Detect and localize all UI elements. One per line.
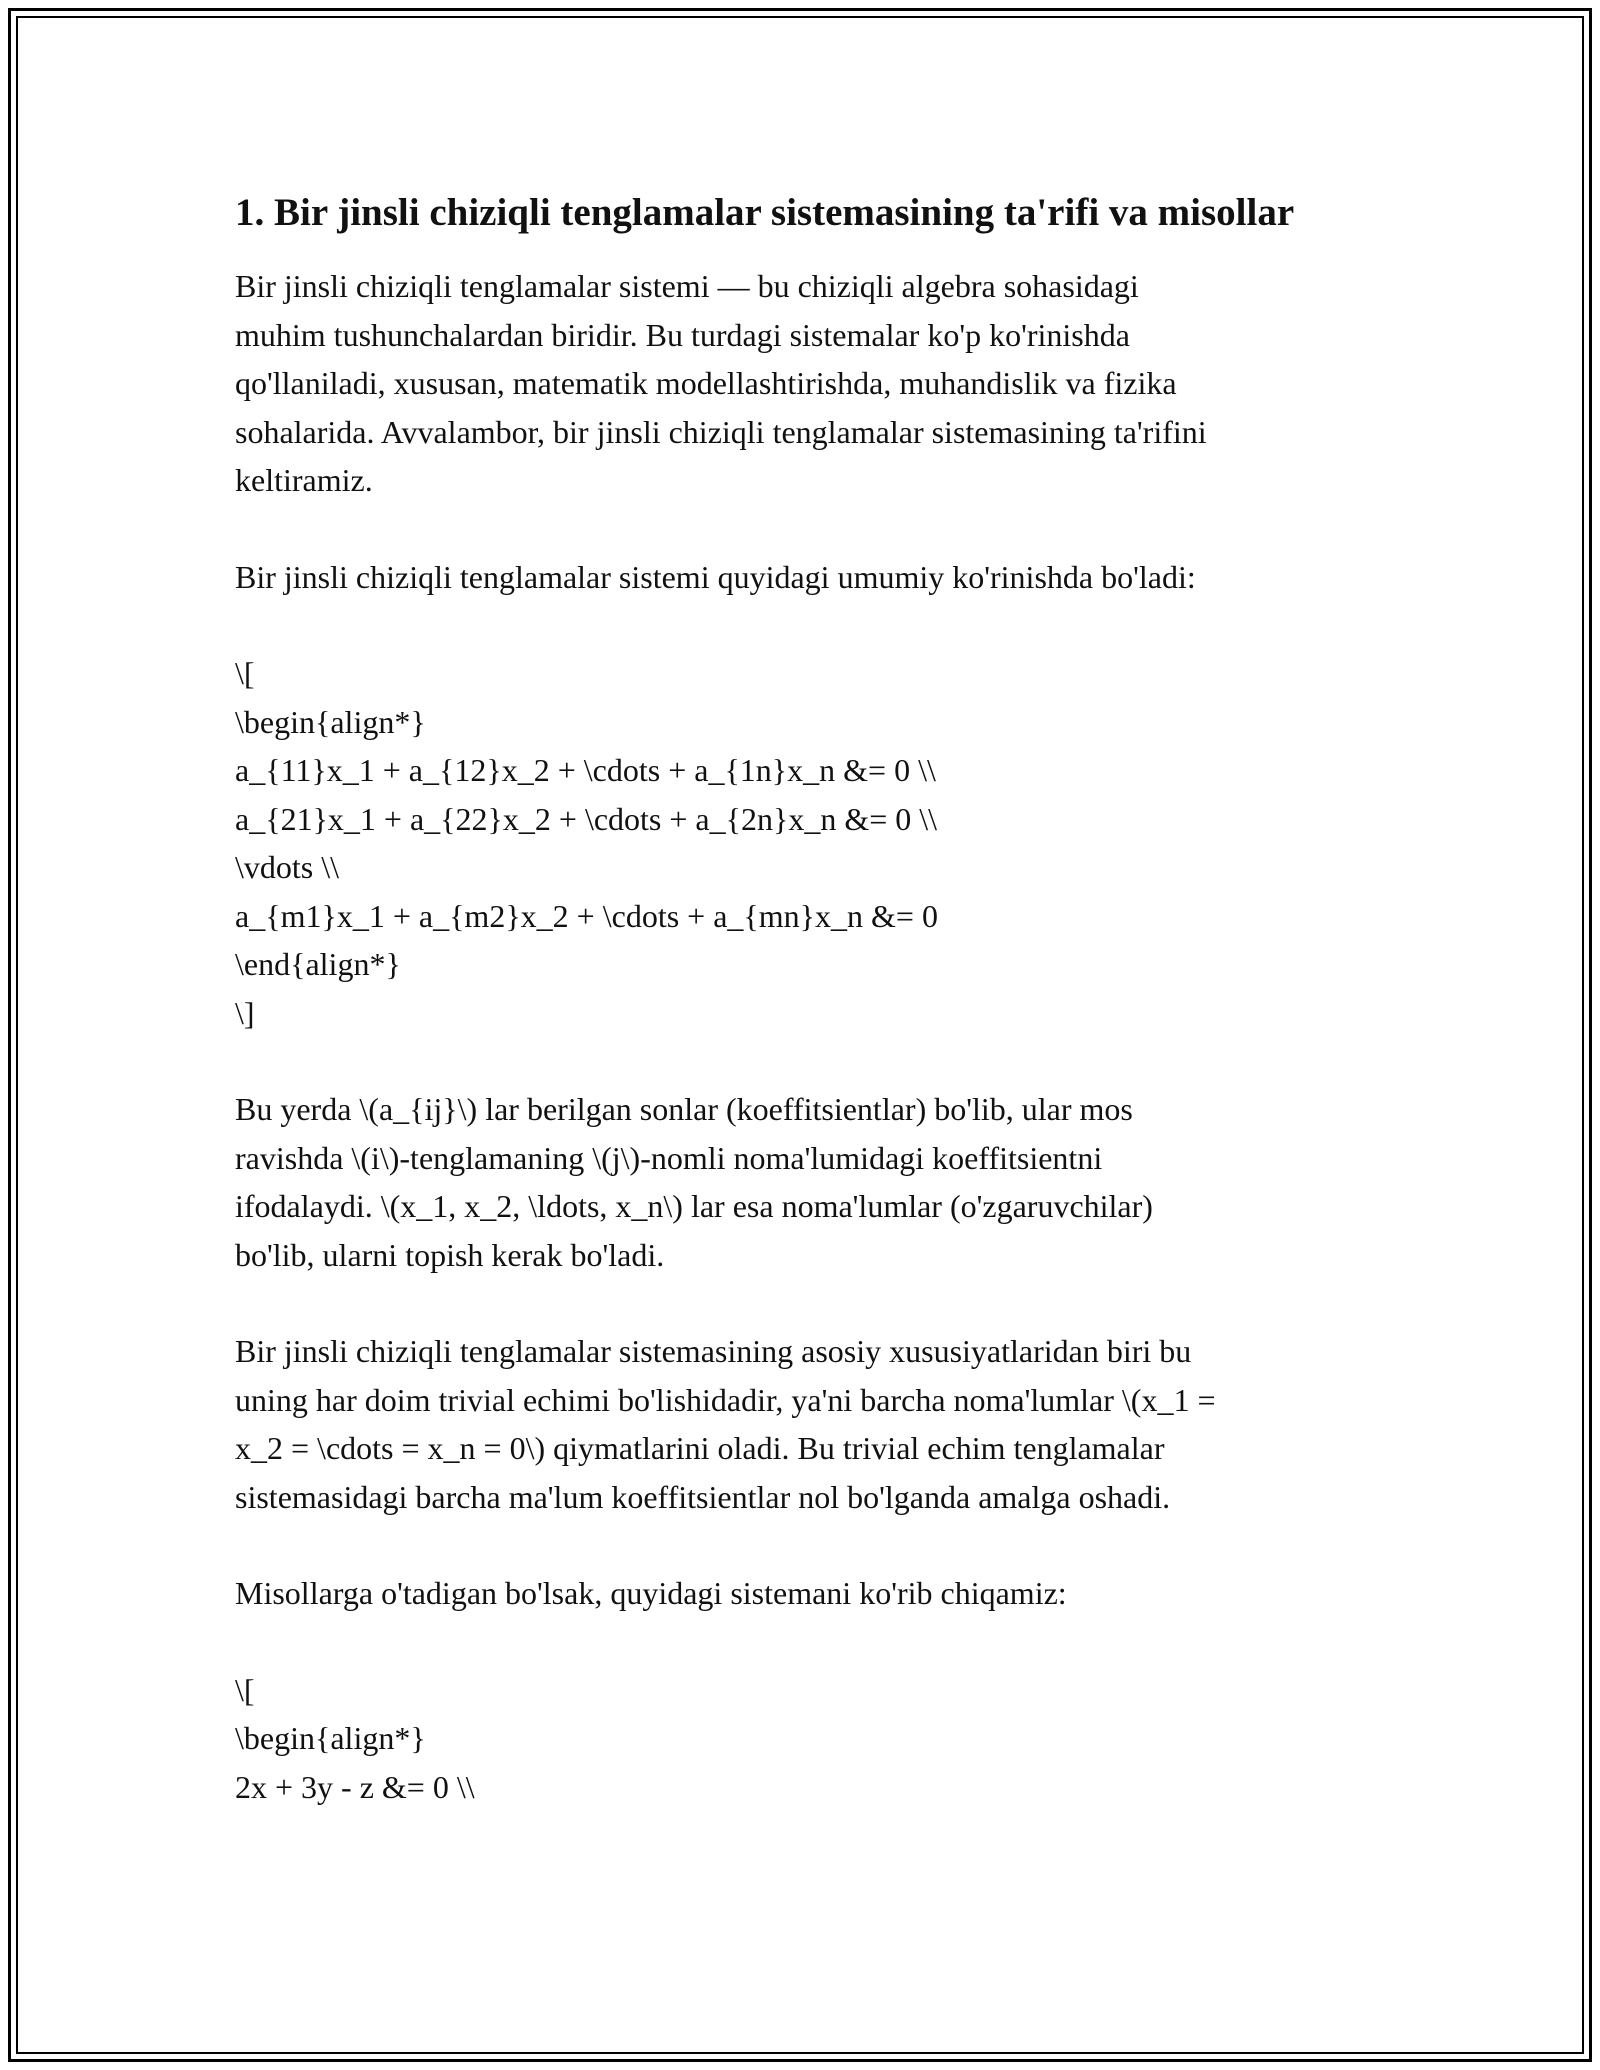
equation-line: \begin{align*} <box>235 703 426 740</box>
paragraph-trivial-solution: Bir jinsli chiziqli tenglamalar sistemasining asosiy xususiyatlaridan biri bu uning har doim trivial echimi bo'lishidadir, ya'ni barcha noma'lumlar \(x_1 = x_2 = \cdots = x_n = 0\) qiymatlarini oladi. Bu trivial echim tenglamalar sistemasidagi barcha ma'lum koeffitsientlar nol bo'lganda amalga oshadi. <box>235 1333 1216 1515</box>
equation-example-system <box>235 1666 1375 1812</box>
equation-line: a_{11}x_1 + a_{12}x_2 + \cdots + a_{1n}x_n &= 0 \\ <box>235 752 936 788</box>
equation-line: \end{align*} <box>235 946 401 982</box>
paragraph-general-form: Bir jinsli chiziqli tenglamalar sistemi quyidagi umumiy ko'rinishda bo'ladi: <box>235 558 1196 595</box>
paragraph-examples-intro: Misollarga o'tadigan bo'lsak, quyidagi sistemani ko'rib chiqamiz: <box>235 1575 1067 1611</box>
equation-line: a_{m1}x_1 + a_{m2}x_2 + \cdots + a_{mn}x_n &= 0 <box>235 897 938 934</box>
equation-line: a_{21}x_1 + a_{22}x_2 + \cdots + a_{2n}x_n &= 0 \\ <box>235 800 938 837</box>
equation-line: \vdots \\ <box>235 849 340 885</box>
equation-line: \[ <box>235 1671 255 1708</box>
equation-line: 2x + 3y - z &= 0 \\ <box>235 1768 475 1805</box>
equation-line: \begin{align*} <box>235 1720 426 1756</box>
paragraph-definition-intro: Bir jinsli chiziqli tenglamalar sistemi — bu chiziqli algebra sohasidagi muhim tushunchalardan biridir. Bu turdagi sistemalar ko'p ko'rinishda qo'llaniladi, xususan, matematik modellashtirishda, muhandislik va fizika sohalarida. Avvalambor, bir jinsli chiziqli tenglamalar sistemasining ta'rifini keltiramiz. <box>235 268 1207 498</box>
equation-general-system <box>235 649 1375 1037</box>
section-title: 1. Bir jinsli chiziqli tenglamalar sistemasining ta'rifi va misollar <box>235 191 1295 234</box>
document-body <box>235 185 1375 1859</box>
paragraph-coefficients: Bu yerda \(a_{ij}\) lar berilgan sonlar (koeffitsientlar) bo'lib, ular mos ravishda \(i\)-tenglamaning \(j\)-nomli noma'lumidagi koeffitsientni ifodalaydi. \(x_1, x_2, \ldots, x_n\) lar esa noma'lumlar (o'zgaruvchilar) bo'lib, ularni topish kerak bo'ladi. <box>235 1091 1153 1273</box>
equation-line: \] <box>235 994 255 1031</box>
equation-line: \[ <box>235 655 255 691</box>
